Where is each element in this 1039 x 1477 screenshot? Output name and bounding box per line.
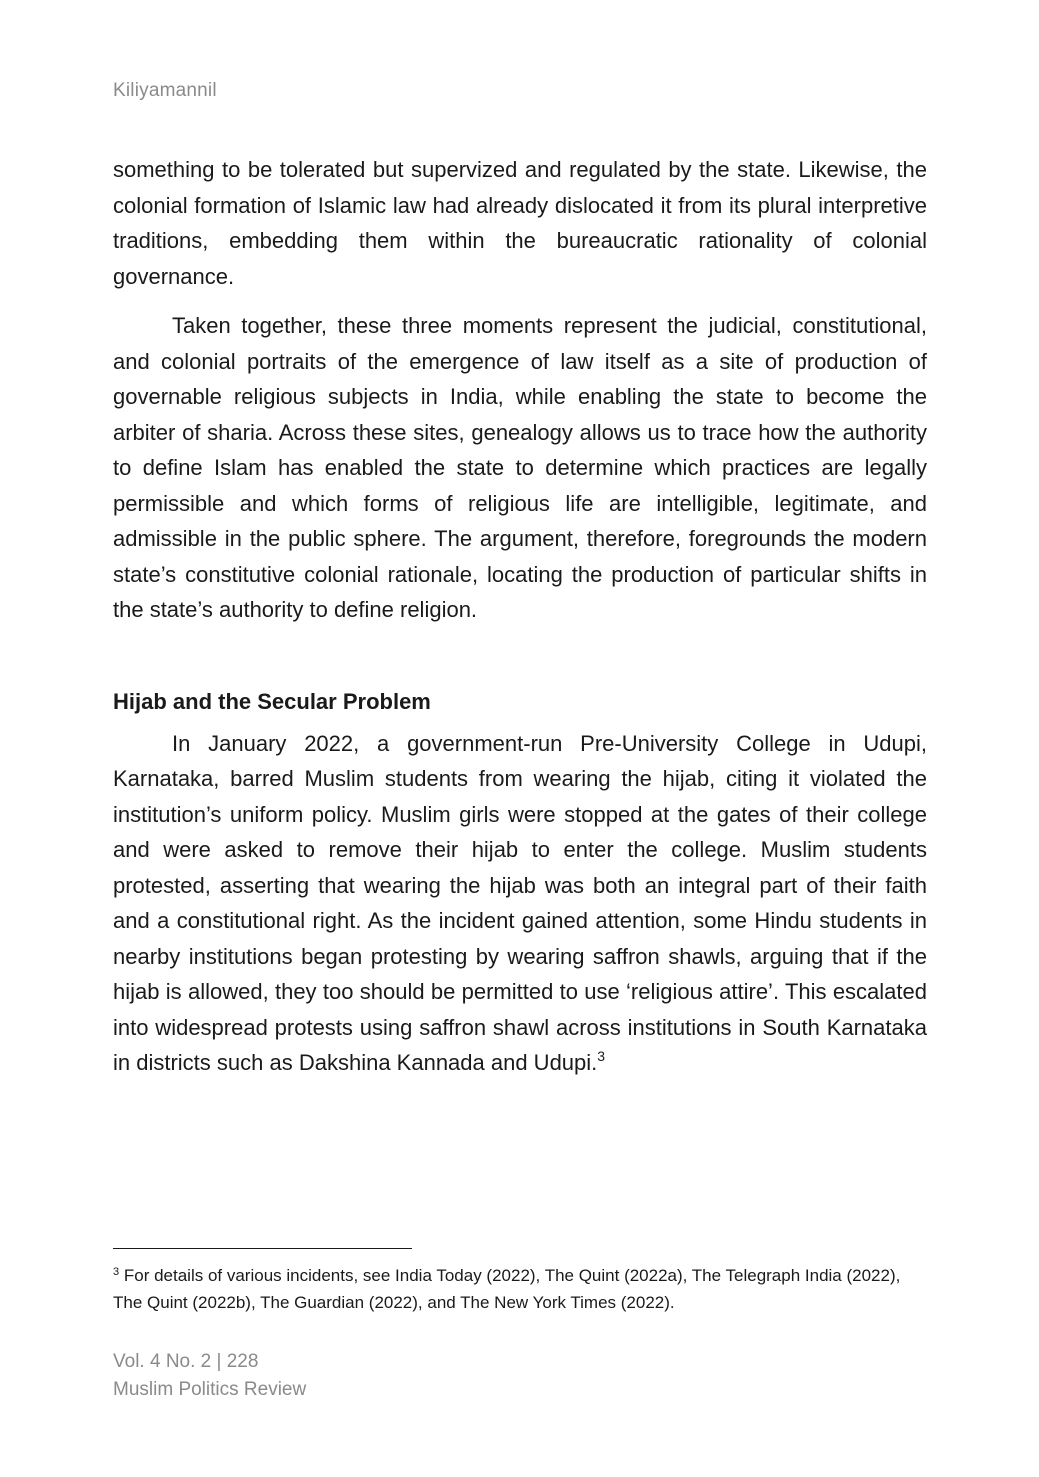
footnote-reference[interactable]: 3 bbox=[597, 1048, 606, 1064]
footnote-divider bbox=[113, 1248, 412, 1249]
section-heading: Hijab and the Secular Problem bbox=[113, 688, 431, 714]
paragraph-three-moments: Taken together, these three moments represent the judicial, constitutional, and colonial portraits of the emergence of law itself as a site of production of governable religious subjects in India, while enabling the state to become the arbiter of sharia. Across these sites, genealogy allows us to trace how the authority to define Islam has enabled the state to determine which practices are legally permissible and which forms of religious life are intelligible, legitimate, and admissible in the public sphere. The argument, therefore, foregrounds the modern state’s constitutive colonial rationale, locating the production of particular shifts in the state’s authority to define religion. bbox=[113, 313, 927, 622]
footnote bbox=[113, 1262, 927, 1316]
paragraph-hijab-udupi-text: In January 2022, a government-run Pre-University College in Udupi, Karnataka, barred Muslim students from wearing the hijab, citing it violated the institution’s uniform policy. Muslim girls were stopped at the gates of their college and were asked to remove their hijab to enter the college. Muslim students protested, asserting that wearing the hijab was both an integral part of their faith and a constitutional right. As the incident gained attention, some Hindu students in nearby institutions began protesting by wearing saffron shawls, arguing that if the hijab is allowed, they too should be permitted to use ‘religious attire’. This escalated into widespread protests using saffron shawl across institutions in South Karnataka in districts such as Dakshina Kannada and Udupi. bbox=[113, 730, 927, 1075]
footer-journal-name: Muslim Politics Review bbox=[113, 1379, 307, 1400]
running-head-author: Kiliyamannil bbox=[113, 80, 217, 101]
paragraph-hijab-udupi bbox=[113, 726, 927, 1081]
page bbox=[113, 0, 927, 1477]
body-text bbox=[113, 152, 927, 1095]
page-footer bbox=[113, 1348, 306, 1404]
footer-volume-page: Vol. 4 No. 2 | 228 bbox=[113, 1351, 259, 1372]
footnote-text: For details of various incidents, see India Today (2022), The Quint (2022a), The Telegraph India (2022), The Quint (2022b), The Guardian (2022), and The New York Times (2022). bbox=[113, 1266, 901, 1312]
paragraph-continuation: something to be tolerated but supervized and regulated by the state. Likewise, the colonial formation of Islamic law had already dislocated it from its plural interpretive traditions, embedding them within the bureaucratic rationality of colonial governance. bbox=[113, 157, 927, 289]
footnote-marker: 3 bbox=[113, 1266, 120, 1278]
